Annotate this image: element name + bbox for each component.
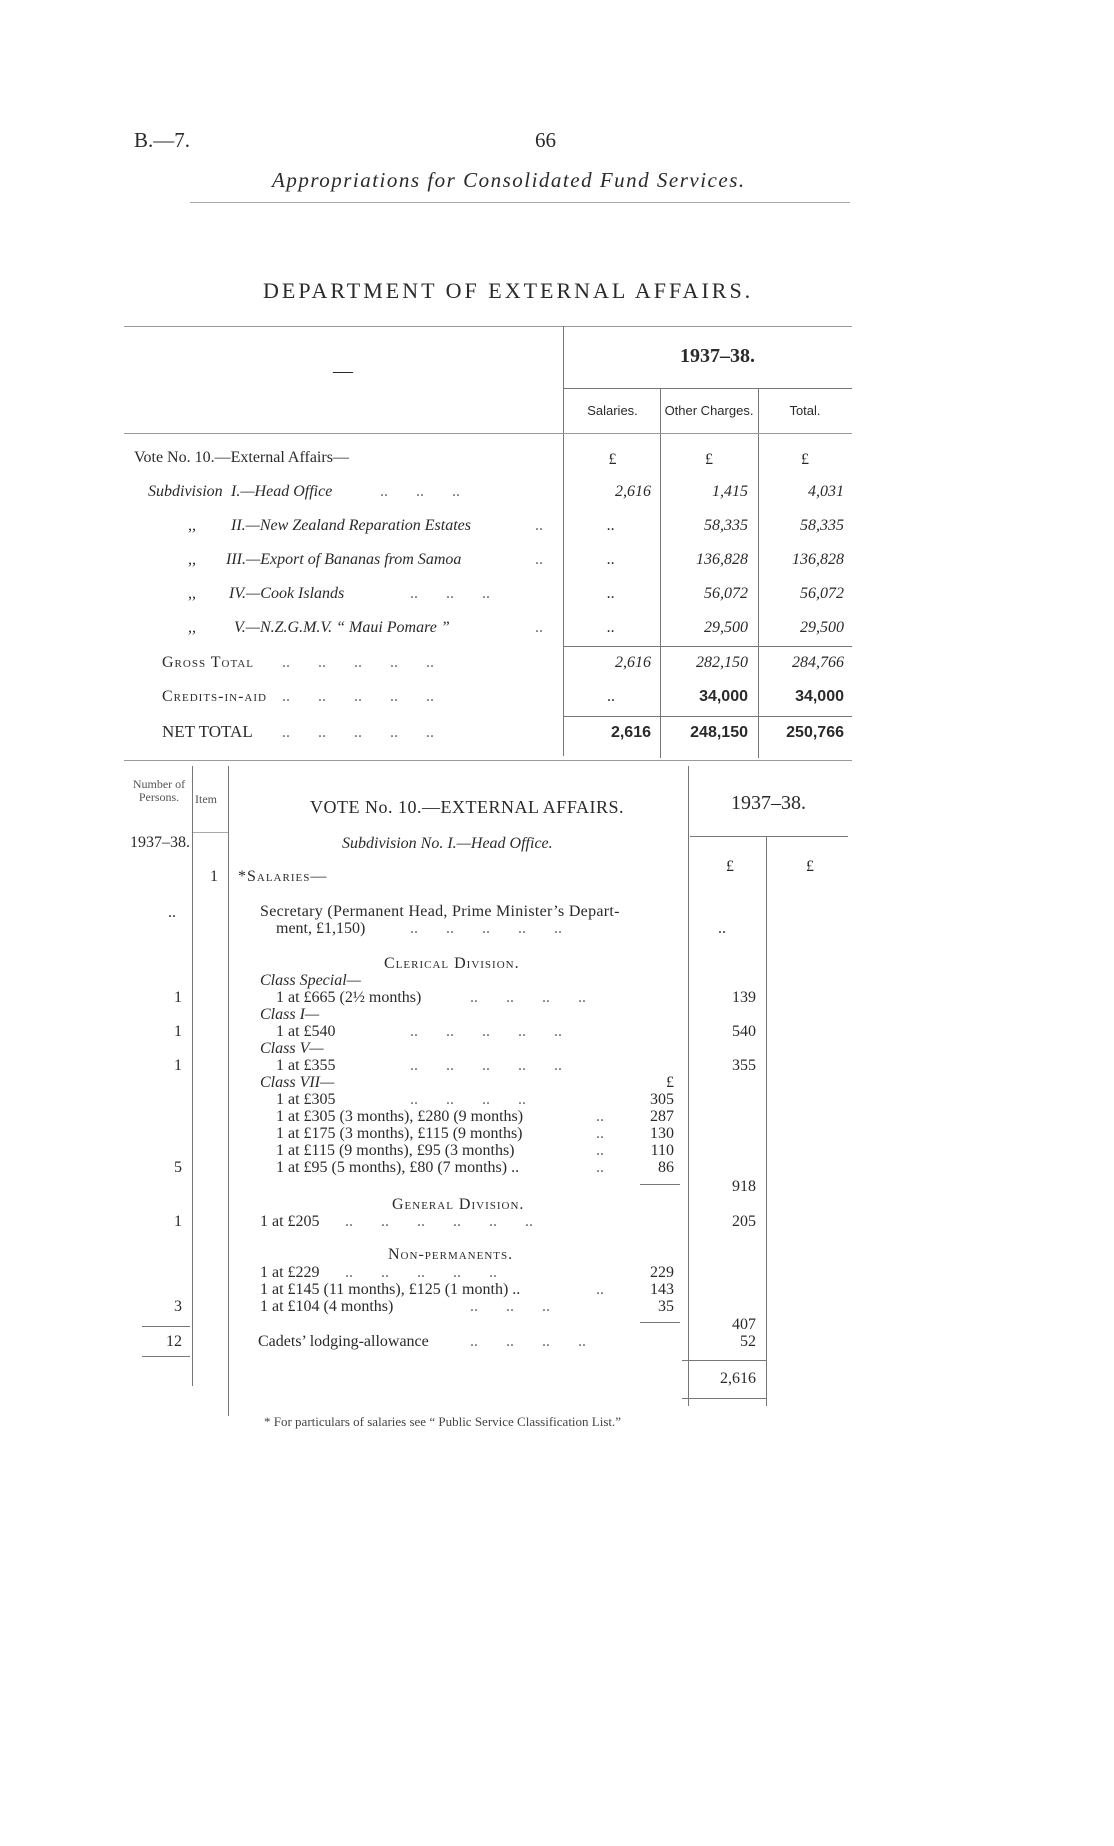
leader-dots: .. .. .. <box>410 585 490 602</box>
class-i-persons: 1 <box>174 1023 182 1040</box>
credits-other: 34,000 <box>699 688 748 705</box>
currency-salaries: £ <box>608 451 617 468</box>
cadets-line: Cadets’ lodging-allowance <box>258 1333 429 1350</box>
col-number-of-persons: Number of Persons. <box>132 777 186 804</box>
class-vii-line-amount: 305 <box>650 1091 674 1108</box>
class-i: Class I— <box>260 1006 320 1023</box>
col-other-charges: Other Charges. <box>664 403 754 418</box>
class-v-persons: 1 <box>174 1057 182 1074</box>
currency-other: £ <box>705 451 713 468</box>
row-other: 29,500 <box>704 619 748 636</box>
general-line: 1 at £205 <box>260 1213 320 1230</box>
col-total: Total. <box>789 403 821 418</box>
class-vii-line-amount: 110 <box>650 1142 674 1159</box>
class-special-amount: 139 <box>732 989 756 1006</box>
net-total: 250,766 <box>786 724 844 741</box>
col-salaries: Salaries. <box>587 403 638 418</box>
row-total: 29,500 <box>800 619 844 636</box>
row-prefix: ,, <box>188 551 196 568</box>
doc-ref: B.—7. <box>134 128 191 152</box>
row-prefix: ,, <box>188 619 196 636</box>
leader-dots: .. .. .. .. .. <box>282 688 434 705</box>
nonperm-line: 1 at £145 (11 months), £125 (1 month) .. <box>260 1281 521 1298</box>
leader-dots: .. <box>596 1125 604 1142</box>
leader-dots: .. .. .. .. .. <box>282 724 434 741</box>
row-other: 58,335 <box>704 517 748 534</box>
row-label: II.—New Zealand Reparation Estates <box>231 517 471 534</box>
row-label: IV.—Cook Islands <box>229 585 345 602</box>
class-i-line: 1 at £540 <box>276 1023 336 1040</box>
summary-year: 1937–38. <box>680 345 755 367</box>
leader-dots: .. <box>535 551 543 568</box>
class-v-amount: 355 <box>732 1057 756 1074</box>
row-salaries: .. <box>607 585 615 602</box>
row-total: 4,031 <box>808 483 844 500</box>
general-amount: 205 <box>732 1213 756 1230</box>
nonperm-total: 407 <box>732 1316 756 1333</box>
general-heading: General Division. <box>392 1196 525 1213</box>
leader-dots: .. .. .. .. <box>410 1091 526 1108</box>
secretary-persons: .. <box>168 904 176 921</box>
currency-right: £ <box>806 858 814 875</box>
class-vii-line: 1 at £305 (3 months), £280 (9 months) <box>276 1108 524 1125</box>
grand-total: 2,616 <box>720 1370 756 1387</box>
leader-dots: .. .. .. .. <box>470 989 586 1006</box>
leader-dots: .. <box>596 1281 604 1298</box>
salaries-heading: *Salaries— <box>238 868 328 885</box>
row-other: 56,072 <box>704 585 748 602</box>
leader-dots: .. .. .. .. .. <box>345 1264 497 1281</box>
leader-dots: .. <box>596 1142 604 1159</box>
row-total: 136,828 <box>792 551 844 568</box>
header-rule <box>190 202 850 203</box>
vote-title: Vote No. 10.—External Affairs— <box>134 449 349 466</box>
row-label: I.—Head Office <box>231 483 333 500</box>
nonperm-line-amount: 35 <box>658 1298 674 1315</box>
page-number: 66 <box>535 128 556 152</box>
total-persons: 12 <box>166 1333 182 1350</box>
general-persons: 1 <box>174 1213 182 1230</box>
gross-total-label: Gross Total <box>162 654 255 671</box>
leader-dots: .. .. .. .. <box>470 1333 586 1350</box>
class-special-persons: 1 <box>174 989 182 1006</box>
class-vii-line-amount: 130 <box>650 1125 674 1142</box>
nonperm-line: 1 at £104 (4 months) <box>260 1298 394 1315</box>
col-item: Item <box>195 792 217 806</box>
class-v-line: 1 at £355 <box>276 1057 336 1074</box>
row-label: III.—Export of Bananas from Samoa <box>226 551 462 568</box>
row-salaries: .. <box>607 551 615 568</box>
nonperm-line: 1 at £229 <box>260 1264 320 1281</box>
net-total-label: NET TOTAL <box>162 722 253 741</box>
vote-heading: VOTE No. 10.—EXTERNAL AFFAIRS. <box>310 797 625 817</box>
class-vii-line: 1 at £95 (5 months), £80 (7 months) .. <box>276 1159 520 1176</box>
footnote: * For particulars of salaries see “ Public Service Classification List.” <box>264 1414 622 1429</box>
row-other: 136,828 <box>696 551 748 568</box>
leader-dots: .. <box>535 619 543 636</box>
class-vii-line: 1 at £305 <box>276 1091 336 1108</box>
secretary-amount: .. <box>718 920 726 937</box>
persons-year: 1937–38. <box>130 834 190 851</box>
class-vii: Class VII— <box>260 1074 335 1091</box>
class-vii-line: 1 at £115 (9 months), £95 (3 months) <box>276 1142 515 1159</box>
nonperm-heading: Non-permanents. <box>388 1246 514 1263</box>
class-v: Class V— <box>260 1040 324 1057</box>
row-prefix: ,, <box>188 585 196 602</box>
leader-dots: .. .. .. .. .. <box>410 1057 562 1074</box>
class-vii-line-amount: 86 <box>658 1159 674 1176</box>
row-salaries: 2,616 <box>615 483 651 500</box>
row-label: V.—N.Z.G.M.V. “ Maui Pomare ” <box>234 619 450 636</box>
net-salaries: 2,616 <box>610 724 651 741</box>
class-vii-line: 1 at £175 (3 months), £115 (9 months) <box>276 1125 523 1142</box>
class-vii-line-amount: 287 <box>650 1108 674 1125</box>
row-prefix: ,, <box>188 517 196 534</box>
leader-dots: .. .. .. <box>470 1298 550 1315</box>
subdivision-heading: Subdivision No. I.—Head Office. <box>342 835 553 852</box>
row-total: 56,072 <box>800 585 844 602</box>
leader-dots: .. .. .. <box>380 483 460 500</box>
department-title: DEPARTMENT OF EXTERNAL AFFAIRS. <box>263 278 754 303</box>
credits-salaries: .. <box>607 688 615 705</box>
currency-total: £ <box>801 451 809 468</box>
leader-dots: .. .. .. .. .. <box>282 654 434 671</box>
leader-dots: .. <box>596 1159 604 1176</box>
nonperm-line-amount: 143 <box>650 1281 674 1298</box>
secretary-line2: ment, £1,150) <box>276 920 366 937</box>
leader-dots: .. .. .. .. .. <box>410 920 562 937</box>
leader-dots: .. <box>535 517 543 534</box>
class-special-line: 1 at £665 (2½ months) <box>276 989 422 1006</box>
leader-dots: .. .. .. .. .. .. <box>345 1213 533 1230</box>
currency-left: £ <box>726 858 734 875</box>
cadets-amount: 52 <box>740 1333 756 1350</box>
secretary-line1: Secretary (Permanent Head, Prime Minister’s Depart- <box>260 903 620 920</box>
class-i-amount: 540 <box>732 1023 756 1040</box>
clerical-heading: Clerical Division. <box>384 955 520 972</box>
net-other: 248,150 <box>690 724 748 741</box>
summary-dash: — <box>333 360 353 382</box>
row-salaries: .. <box>607 517 615 534</box>
nonperm-persons: 3 <box>174 1298 182 1315</box>
detail-year: 1937–38. <box>731 792 806 814</box>
class-vii-persons: 5 <box>174 1159 182 1176</box>
nonperm-line-amount: 229 <box>650 1264 674 1281</box>
class-vii-total: 918 <box>732 1178 756 1195</box>
row-other: 1,415 <box>712 483 748 500</box>
leader-dots: .. <box>596 1108 604 1125</box>
row-salaries: .. <box>607 619 615 636</box>
item-number: 1 <box>210 868 218 885</box>
credits-total: 34,000 <box>795 688 844 705</box>
leader-dots: .. .. .. .. .. <box>410 1023 562 1040</box>
gross-salaries: 2,616 <box>615 654 651 671</box>
class-special: Class Special— <box>260 972 361 989</box>
row-total: 58,335 <box>800 517 844 534</box>
credits-label: Credits-in-aid <box>162 688 267 705</box>
gross-total: 284,766 <box>792 654 844 671</box>
gross-other: 282,150 <box>696 654 748 671</box>
running-title: Appropriations for Consolidated Fund Services. <box>272 168 746 192</box>
class-vii-currency: £ <box>666 1074 674 1091</box>
row-prefix: Subdivision <box>148 483 223 500</box>
